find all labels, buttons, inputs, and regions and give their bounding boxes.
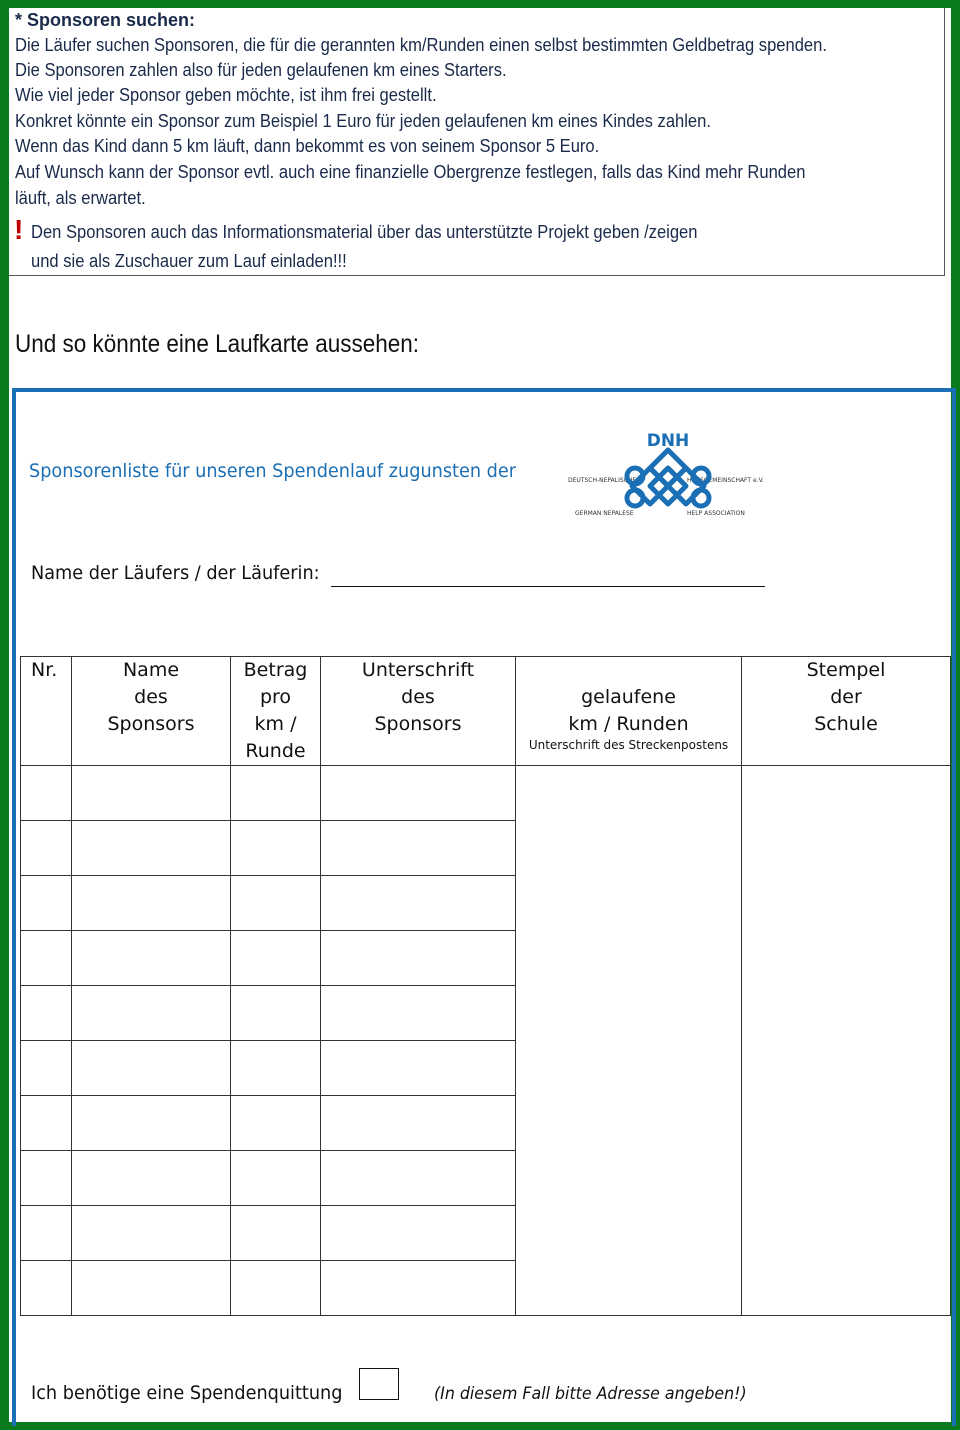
logo-bottom-left: GERMAN NEPALESE [575,510,634,517]
cell-signature[interactable] [321,1261,516,1316]
cell-nr[interactable] [21,766,72,821]
cell-nr[interactable] [21,1041,72,1096]
cell-amount[interactable] [231,1151,321,1206]
cell-name[interactable] [72,1151,231,1206]
info-line: Auf Wunsch kann der Sponsor evtl. auch eine finanzielle Obergrenze festlegen, falls das Kind mehr Runden [15,162,806,182]
cell-stamp[interactable] [742,766,951,1316]
info-line: läuft, als erwartet. [15,188,146,208]
cell-signature[interactable] [321,1206,516,1261]
cell-nr[interactable] [21,1096,72,1151]
cell-name[interactable] [72,821,231,876]
cell-name[interactable] [72,766,231,821]
cell-name[interactable] [72,931,231,986]
cell-signature[interactable] [321,876,516,931]
cell-nr[interactable] [21,931,72,986]
cell-amount[interactable] [231,1096,321,1151]
sponsor-table [20,656,951,1316]
endless-knot-icon [627,450,709,506]
cell-name[interactable] [72,1261,231,1316]
cell-signature[interactable] [321,766,516,821]
header-stamp: Stempel der Schule [742,657,951,766]
cell-signature[interactable] [321,1041,516,1096]
header-signature: Unterschrift des Sponsors [321,657,516,766]
cell-amount[interactable] [231,1041,321,1096]
info-line: Die Läufer suchen Sponsoren, die für die gerannten km/Runden einen selbst bestimmten Geldbetrag spenden. [15,35,827,55]
info-line: Konkret könnte ein Sponsor zum Beispiel 1 Euro für jeden gelaufenen km eines Kindes zahlen. [15,111,711,131]
cell-amount[interactable] [231,821,321,876]
cell-amount[interactable] [231,986,321,1041]
cell-signature[interactable] [321,1096,516,1151]
info-line: Wenn das Kind dann 5 km läuft, dann bekommt es von seinem Sponsor 5 Euro. [15,136,600,156]
receipt-checkbox[interactable] [359,1368,399,1400]
info-line: Die Sponsoren zahlen also für jeden gelaufenen km eines Starters. [15,60,507,80]
cell-name[interactable] [72,1206,231,1261]
sponsor-info-box [9,8,945,276]
cell-name[interactable] [72,1041,231,1096]
header-name: Name des Sponsors [72,657,231,766]
cell-name[interactable] [72,986,231,1041]
cell-nr[interactable] [21,821,72,876]
cell-name[interactable] [72,1096,231,1151]
cell-signature[interactable] [321,821,516,876]
info-title: * Sponsoren suchen: [15,10,196,30]
runner-name-label: Name der Läufers / der Läuferin: [31,562,320,584]
cell-nr[interactable] [21,876,72,931]
cell-nr[interactable] [21,1206,72,1261]
header-distance-sub: Unterschrift des Streckenpostens [528,738,729,752]
cell-nr[interactable] [21,1151,72,1206]
cell-nr[interactable] [21,1261,72,1316]
cell-signature[interactable] [321,986,516,1041]
cell-signature[interactable] [321,931,516,986]
cell-name[interactable] [72,876,231,931]
cell-signature[interactable] [321,1151,516,1206]
header-amount: Betrag pro km / Runde [231,657,321,766]
runner-name-field[interactable] [331,586,765,587]
card-title: Sponsorenliste für unseren Spendenlauf zugunsten der [29,460,517,482]
receipt-note: (In diesem Fall bitte Adresse angeben!) [434,1384,747,1404]
receipt-label: Ich benötige eine Spendenquittung [31,1382,343,1404]
logo-bottom-right: HELP ASSOCIATION [687,510,745,517]
logo-abbr: DNH [646,431,690,451]
cell-amount[interactable] [231,931,321,986]
logo-right-text: HILFSGEMEINSCHAFT e.V. [687,477,764,484]
info-note-line: und sie als Zuschauer zum Lauf einladen!!! [31,251,347,271]
section-heading: Und so könnte eine Laufkarte aussehen: [15,330,420,358]
info-note-line: Den Sponsoren auch das Informationsmaterial über das unterstützte Projekt geben /zeigen [31,222,698,242]
cell-amount[interactable] [231,876,321,931]
document-page [9,8,951,1422]
logo-left-text: DEUTSCH-NEPALISCHE [568,477,637,484]
cell-amount[interactable] [231,1261,321,1316]
cell-distance[interactable] [516,766,742,1316]
header-distance-label: gelaufene km / Runden [568,686,689,735]
cell-amount[interactable] [231,1206,321,1261]
header-nr: Nr. [21,657,72,766]
dnh-logo [565,428,775,528]
exclamation-icon: ! [14,214,24,245]
cell-nr[interactable] [21,986,72,1041]
header-distance [516,657,742,766]
cell-amount[interactable] [231,766,321,821]
info-line: Wie viel jeder Sponsor geben möchte, ist ihm frei gestellt. [15,85,437,105]
